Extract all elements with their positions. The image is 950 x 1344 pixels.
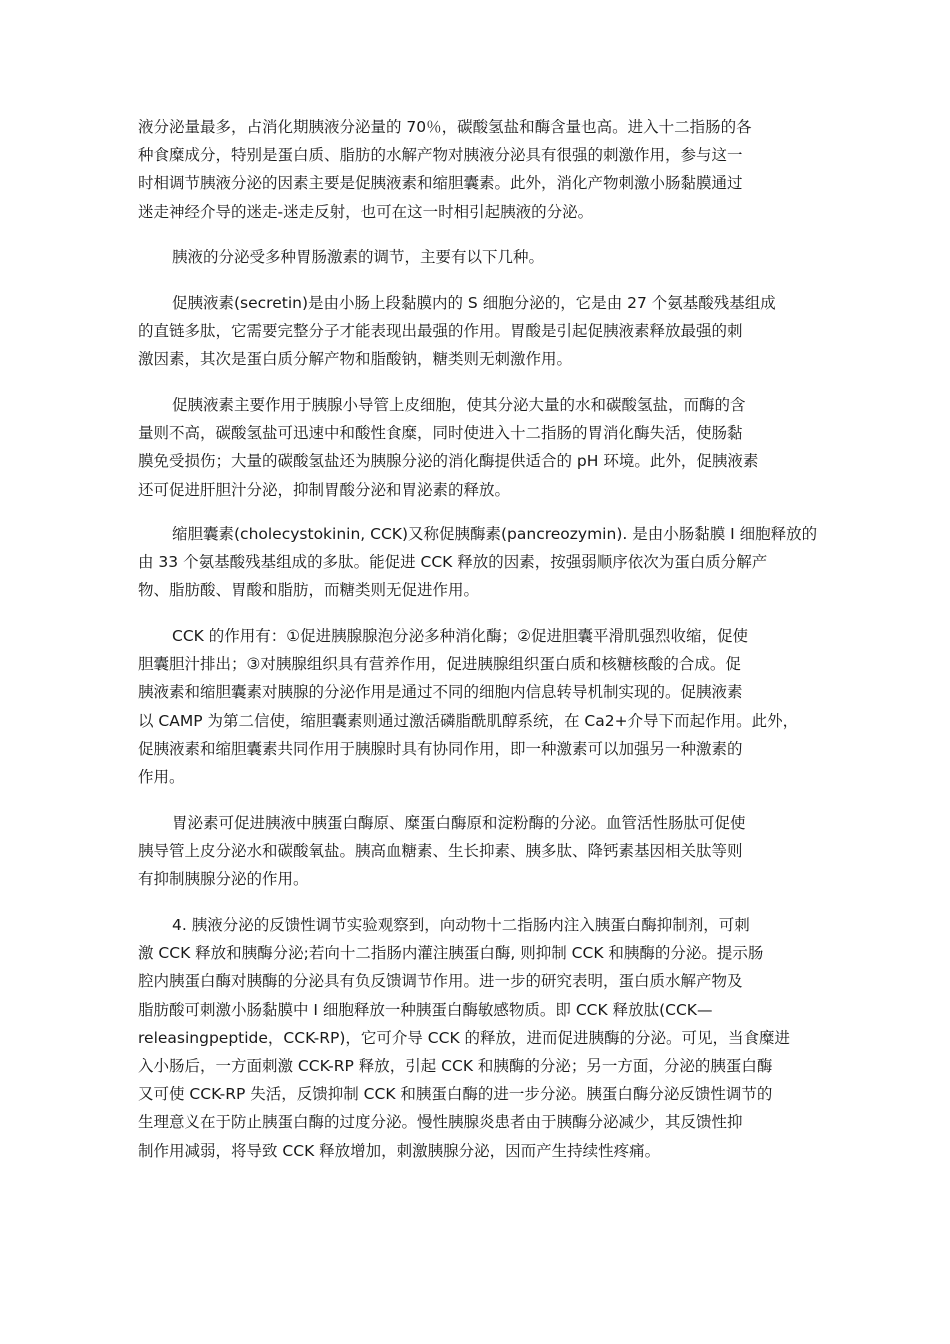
text-line: 促胰液素和缩胆囊素共同作用于胰腺时具有协同作用，即一种激素可以加强另一种激素的 [138, 739, 743, 758]
text-line: 还可促进肝胆汁分泌，抑制胃酸分泌和胃泌素的释放。 [138, 480, 511, 499]
paragraph-8 [138, 911, 828, 1165]
text-line: 激 CCK 释放和胰酶分泌;若向十二指肠内灌注胰蛋白酶, 则抑制 CCK 和胰酶的分泌。提示肠 [138, 944, 764, 963]
text-line: 时相调节胰液分泌的因素主要是促胰液素和缩胆囊素。此外，消化产物刺激小肠黏膜通过 [138, 174, 743, 193]
text-line: 量则不高，碳酸氢盐可迅速中和酸性食糜，同时使进入十二指肠的胃消化酶失活，使肠黏 [138, 424, 743, 443]
text-line: 由 33 个氨基酸残基组成的多肽。能促进 CCK 释放的因素，按强弱顺序依次为蛋白质分解产 [138, 553, 768, 572]
text-line: 促胰液素(secretin)是由小肠上段黏膜内的 S 细胞分泌的，它是由 27 个氨基酸残基组成 [172, 294, 776, 312]
text-line: 入小肠后，一方面刺激 CCK-RP 释放，引起 CCK 和胰酶的分泌；另一方面，分泌的胰蛋白酶 [138, 1057, 773, 1076]
text-line: 胰液的分泌受多种胃肠激素的调节，主要有以下几种。 [172, 248, 545, 266]
text-line: 种食糜成分，特别是蛋白质、脂肪的水解产物对胰液分泌具有很强的刺激作用，参与这一 [138, 146, 743, 165]
paragraph-1 [138, 113, 828, 226]
paragraph-6 [138, 622, 828, 791]
text-line: 有抑制胰腺分泌的作用。 [138, 870, 309, 889]
text-line: CCK 的作用有：①促进胰腺腺泡分泌多种消化酶；②促进胆囊平滑肌强烈收缩，促使 [172, 627, 749, 645]
text-line: 作用。 [138, 768, 185, 787]
text-line: 又可使 CCK-RP 失活，反馈抑制 CCK 和胰蛋白酶的进一步分泌。胰蛋白酶分泌反馈性调节的 [138, 1085, 773, 1104]
text-line: 物、脂肪酸、胃酸和脂肪，而糖类则无促进作用。 [138, 581, 480, 600]
text-line: releasingpeptide，CCK-RP)，它可介导 CCK 的释放，进而促进胰酶的分泌。可见，当食糜进 [138, 1028, 791, 1047]
text-line: 制作用减弱，将导致 CCK 释放增加，刺激胰腺分泌，因而产生持续性疼痛。 [138, 1141, 661, 1160]
text-line: 膜免受损伤；大量的碳酸氢盐还为胰腺分泌的消化酶提供适合的 pH 环境。此外，促胰液素 [138, 452, 759, 471]
text-line: 缩胆囊素(cholecystokinin, CCK)又称促胰酶素(pancreozymin). 是由小肠黏膜 I 细胞释放的 [172, 525, 818, 543]
text-line: 迷走神经介导的迷走-迷走反射，也可在这一时相引起胰液的分泌。 [138, 202, 594, 221]
paragraph-4 [138, 391, 828, 504]
text-line: 4. 胰液分泌的反馈性调节实验观察到，向动物十二指肠内注入胰蛋白酶抑制剂，可刺 [172, 916, 750, 934]
paragraph-7 [138, 809, 828, 894]
text-line: 促胰液素主要作用于胰腺小导管上皮细胞，使其分泌大量的水和碳酸氢盐，而酶的含 [172, 396, 746, 414]
text-line: 胃泌素可促进胰液中胰蛋白酶原、糜蛋白酶原和淀粉酶的分泌。血管活性肠肽可促使 [172, 814, 746, 832]
text-line: 生理意义在于防止胰蛋白酶的过度分泌。慢性胰腺炎患者由于胰酶分泌减少，其反馈性抑 [138, 1113, 743, 1132]
text-line: 的直链多肽，它需要完整分子才能表现出最强的作用。胃酸是引起促胰液素释放最强的刺 [138, 322, 743, 341]
paragraph-3 [138, 289, 828, 374]
text-line: 胰液素和缩胆囊素对胰腺的分泌作用是通过不同的细胞内信息转导机制实现的。促胰液素 [138, 683, 743, 702]
text-line: 胰导管上皮分泌水和碳酸氧盐。胰高血糖素、生长抑素、胰多肽、降钙素基因相关肽等则 [138, 842, 743, 861]
paragraph-5 [138, 520, 828, 605]
text-line: 液分泌量最多，占消化期胰液分泌量的 70％，碳酸氢盐和酶含量也高。进入十二指肠的各 [138, 118, 752, 136]
text-line: 腔内胰蛋白酶对胰酶的分泌具有负反馈调节作用。进一步的研究表明，蛋白质水解产物及 [138, 972, 743, 991]
text-line: 以 CAMP 为第二信使，缩胆囊素则通过激活磷脂酰肌醇系统，在 Ca2+介导下而起作用。此外， [138, 711, 799, 730]
text-line: 胆囊胆汁排出；③对胰腺组织具有营养作用，促进胰腺组织蛋白质和核糖核酸的合成。促 [138, 655, 741, 674]
paragraph-2 [138, 243, 828, 271]
text-line: 脂肪酸可刺激小肠黏膜中 I 细胞释放一种胰蛋白酶敏感物质。即 CCK 释放肽(CCK— [138, 1000, 713, 1019]
text-line: 激因素，其次是蛋白质分解产物和脂酸钠，糖类则无刺激作用。 [138, 350, 573, 369]
